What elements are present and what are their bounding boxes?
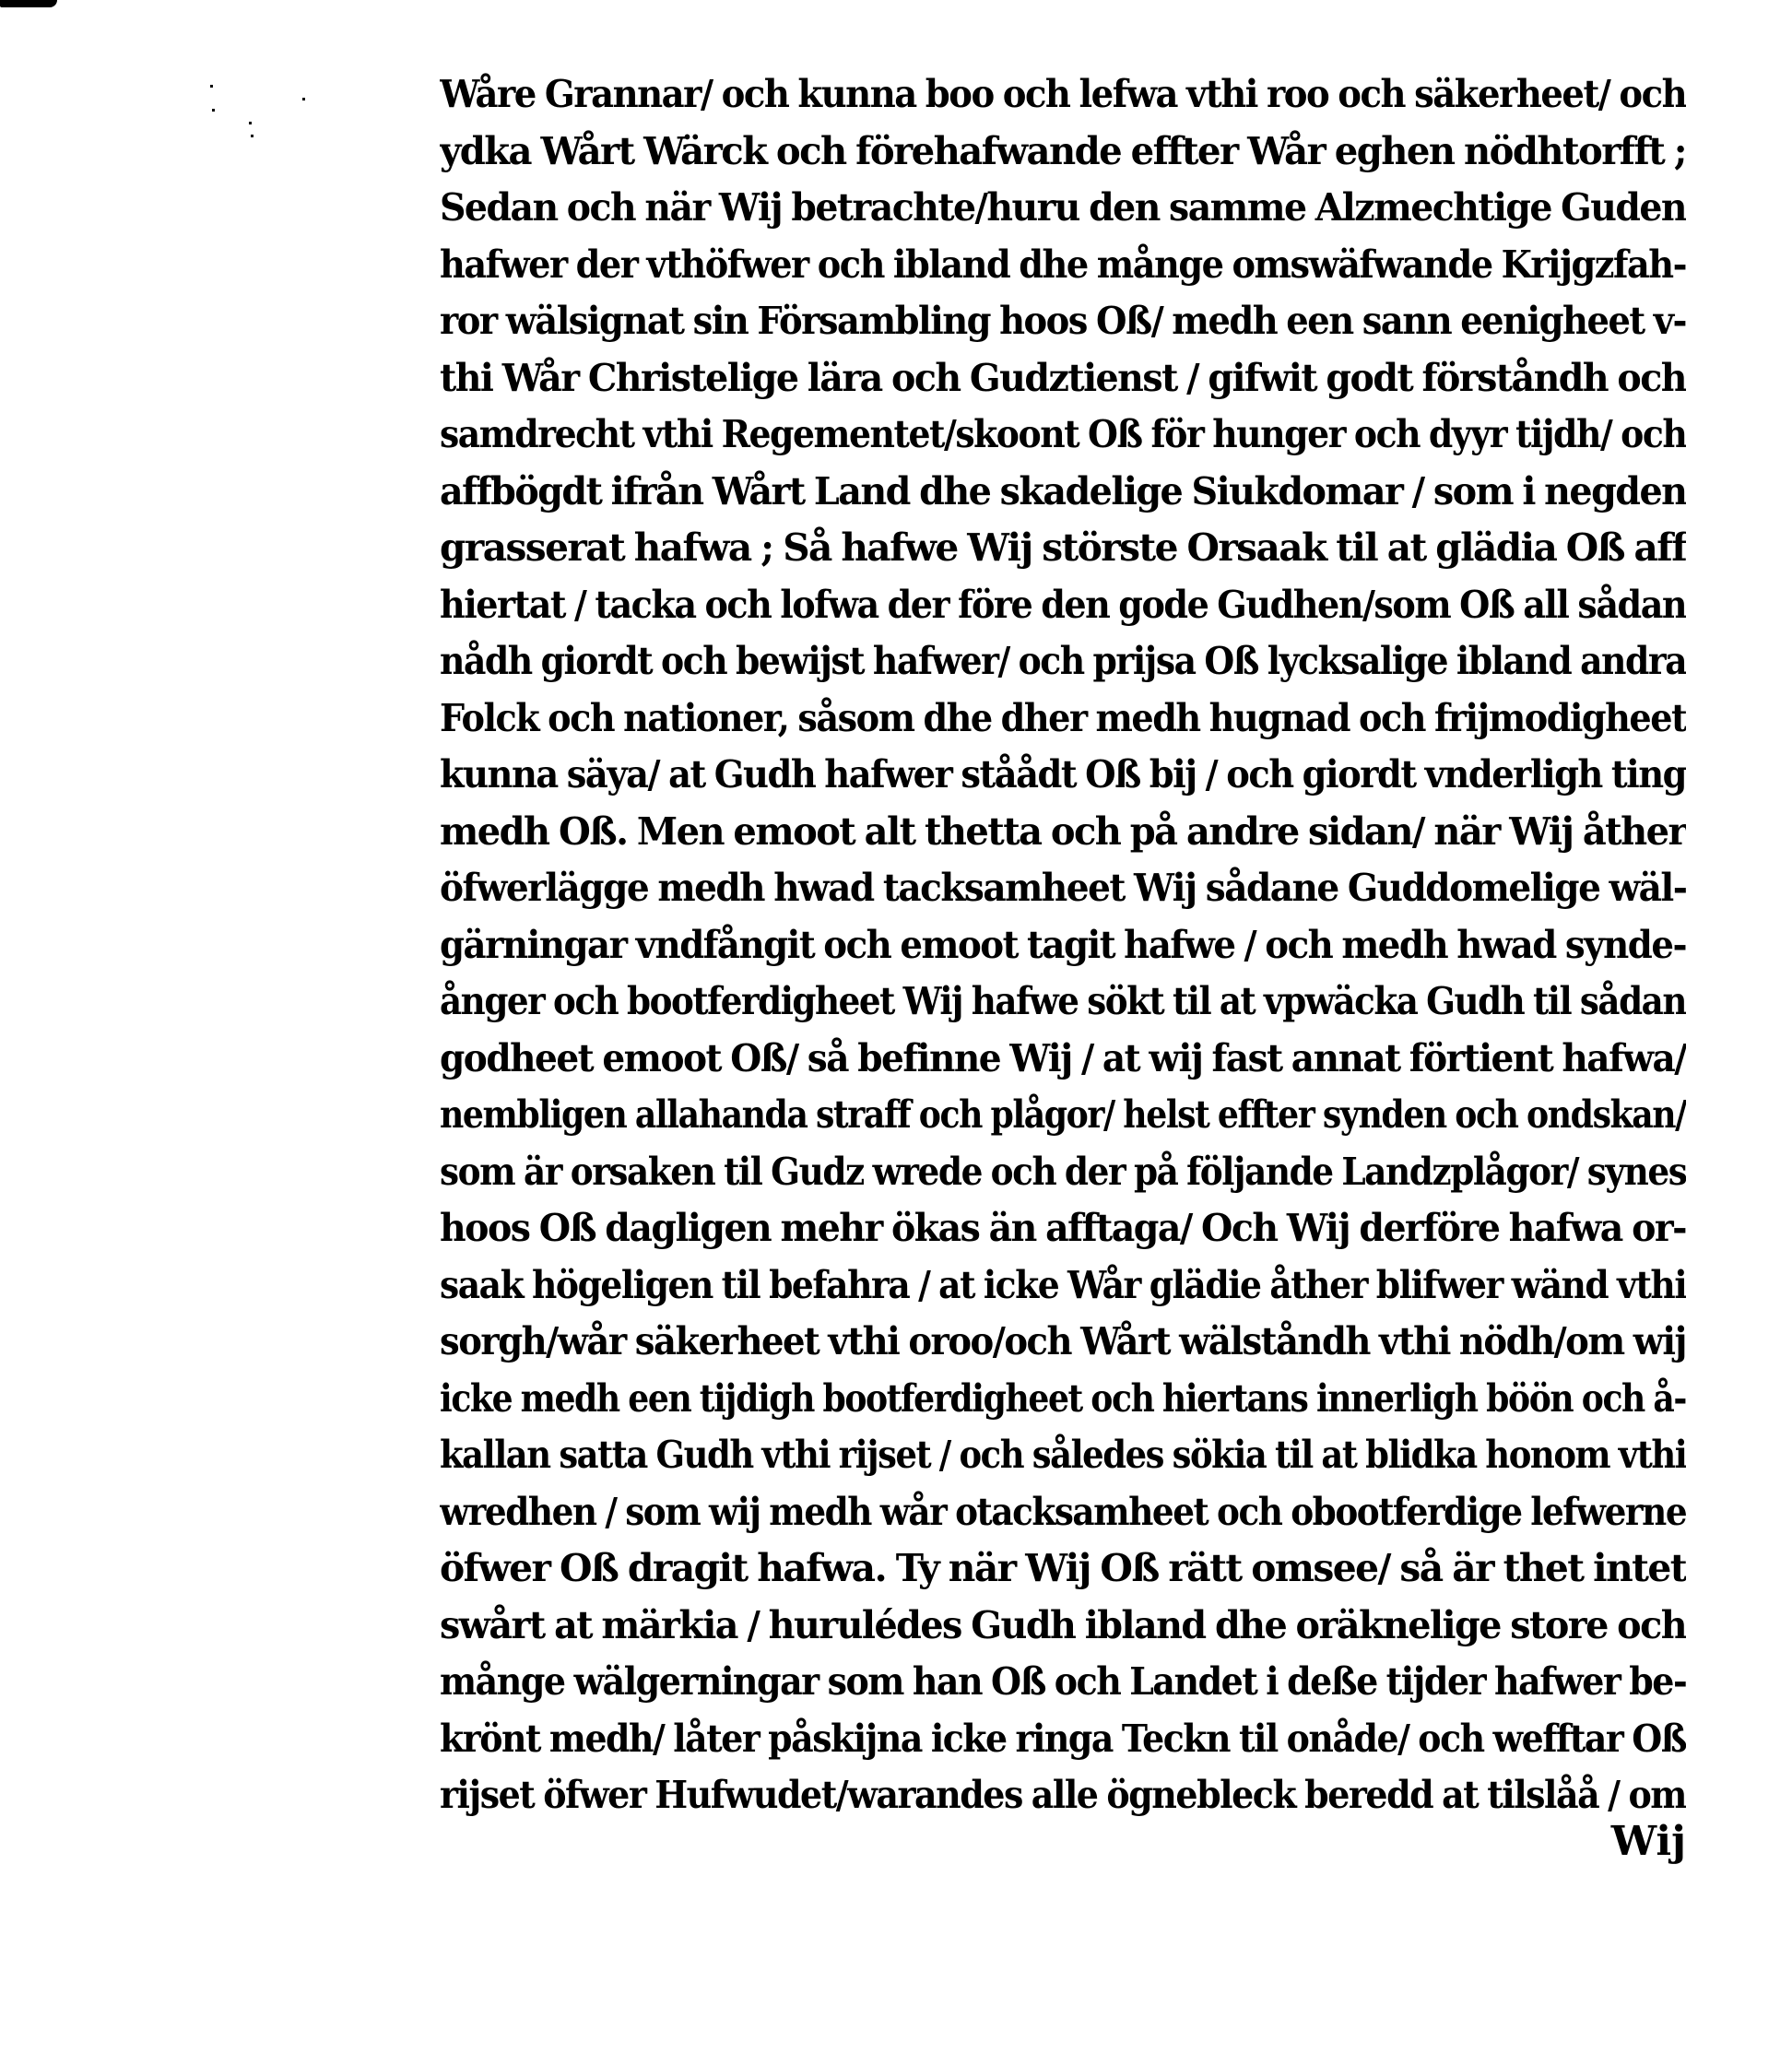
text-line: Wåre Grannar/ och kunna boo och lefwa vthi roo och säkerheet/ och: [440, 72, 1686, 116]
text-line: icke medh een tijdigh bootferdigheet och hiertans innerligh böön och å-: [440, 1375, 1686, 1421]
speck: [251, 135, 253, 137]
speck: [249, 122, 252, 124]
text-line: öfwer Oß dragit hafwa. Ty när Wij Oß rätt omsee/ så är thet intet: [440, 1546, 1686, 1590]
text-line: öfwerlägge medh hwad tacksamheet Wij sådane Guddomelige wäl-: [440, 866, 1686, 910]
text-line: Sedan och när Wij betrachte/huru den samme Alzmechtige Guden: [440, 185, 1686, 230]
speck: [210, 85, 213, 88]
catchword: Wij: [1610, 1818, 1686, 1865]
text-line: Folck och nationer, såsom dhe dher medh hugnad och frijmodigheet: [440, 695, 1686, 740]
text-line: nembligen allahanda straff och plågor/ helst effter synden och ondskan/: [440, 1092, 1686, 1137]
text-line: månge wälgerningar som han Oß och Landet i deße tijder hafwer be-: [440, 1659, 1686, 1704]
text-line: hiertat / tacka och lofwa der före den gode Gudhen/som Oß all sådan: [440, 582, 1686, 627]
margin-specks: [184, 77, 313, 151]
speck: [212, 109, 215, 112]
text-line: samdrecht vthi Regementet/skoont Oß för hunger och dyyr tijdh/ och: [440, 412, 1686, 456]
text-line: gärningar vndfångit och emoot tagit hafwe / och medh hwad synde-: [440, 922, 1686, 967]
text-line: swårt at märkia / hurulédes Gudh ibland dhe oräknelige store och: [440, 1602, 1686, 1647]
ink-smudge: [0, 0, 57, 7]
text-line: grasserat hafwa ; Så hafwe Wij störste Orsaak til at glädia Oß aff: [440, 525, 1686, 570]
text-line: wredhen / som wij medh wår otacksamheet och obootferdige lefwerne: [440, 1489, 1686, 1534]
text-line: medh Oß. Men emoot alt thetta och på andre sidan/ när Wij åther: [440, 808, 1686, 854]
text-line: ånger och bootferdigheet Wij hafwe sökt til at vpwäcka Gudh til sådan: [440, 979, 1686, 1023]
speck: [302, 98, 305, 100]
text-line: affbögdt ifrån Wårt Land dhe skadelige Siukdomar / som i negden: [440, 468, 1686, 513]
text-line: saak högeligen til befahra / at icke Wår glädie åther blifwer wänd vthi: [440, 1262, 1686, 1307]
text-line: ydka Wårt Wärck och förehafwande effter Wår eghen nödhtorfft ;: [440, 128, 1686, 173]
text-line: ror wälsignat sin Försambling hoos Oß/ medh een sann eenigheet v-: [440, 299, 1686, 343]
text-line: godheet emoot Oß/ så befinne Wij / at wij fast annat förtient hafwa/: [440, 1035, 1686, 1080]
text-line: sorgh/wår säkerheet vthi oroo/och Wårt wälståndh vthi nödh/om wij: [440, 1319, 1686, 1363]
text-line: thi Wår Christelige lära och Gudztienst / gifwit godt förståndh och: [440, 355, 1686, 400]
text-line: kunna säya/ at Gudh hafwer ståådt Oß bij / och giordt vnderligh ting: [440, 752, 1686, 796]
text-line: hoos Oß dagligen mehr ökas än afftaga/ Och Wij derföre hafwa or-: [440, 1206, 1686, 1250]
text-line: hafwer der vthöfwer och ibland dhe månge omswäfwande Krijgzfah-: [440, 242, 1686, 287]
text-line: kallan satta Gudh vthi rijset / och således sökia til at blidka honom vthi: [440, 1433, 1686, 1477]
text-line: rijset öfwer Hufwudet/warandes alle ögnebleck beredd at tilslåå / om: [440, 1773, 1686, 1817]
text-line: nådh giordt och bewijst hafwer/ och prijsa Oß lycksalige ibland andra: [440, 639, 1686, 683]
body-text: [440, 66, 1686, 1824]
text-line: krönt medh/ låter påskijna icke ringa Teckn til onåde/ och wefftar Oß: [440, 1716, 1686, 1761]
text-line: som är orsaken til Gudz wrede och der på följande Landzplågor/ synes: [440, 1149, 1686, 1194]
